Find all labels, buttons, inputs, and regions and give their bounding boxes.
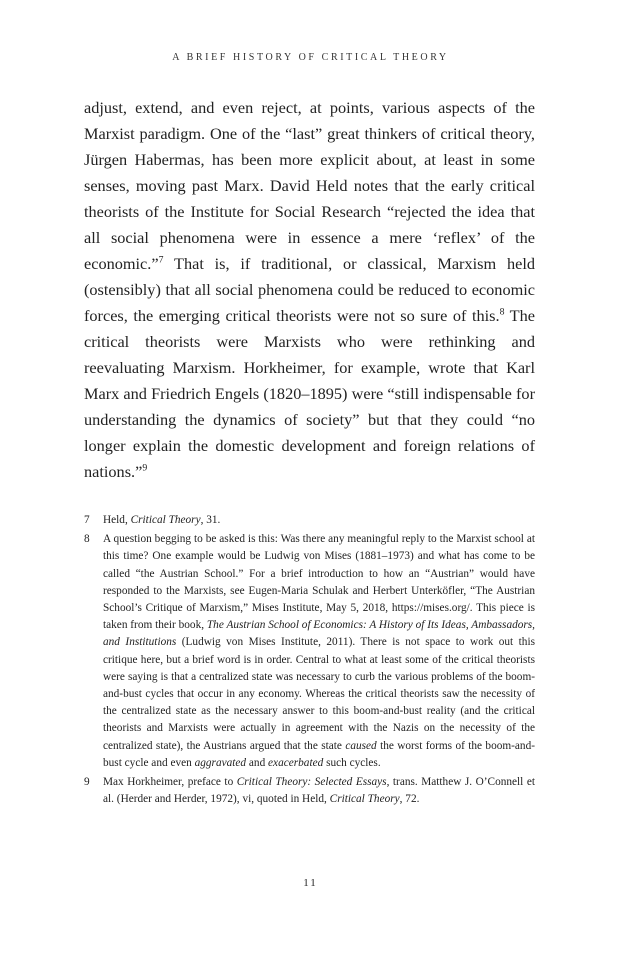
- footnote-emphasis: caused: [345, 739, 377, 752]
- footnote-title: The Austrian School of Economics: A History of Its Ideas, Ambassadors, and Institutions: [103, 619, 536, 649]
- footnote-text: such cycles.: [323, 756, 381, 769]
- footnote-text: A question begging to be asked is this: Was there any meaningful reply to the Marxist school at this time? One example would be Ludwig von Mises (1881–1973) and what has come to be called “the Austrian School.” For a brief introduction to how an “Austrian” would have responded to the Marxists, see Eugen-Maria Schulak and Herbert Unterköfler, “The Austrian School’s Critique of Marxism,” Mises Institute, May 5, 2018, https://mises.org/. This piece is taken from their book,: [103, 533, 535, 632]
- footnote-number: 8: [84, 533, 90, 546]
- footnote-ref-7[interactable]: 7: [158, 254, 164, 266]
- body-text-segment: The critical theorists were Marxists who were rethinking and reevaluating Marxism. Horkheimer, for example, wrote that Karl Marx and Friedrich Engels (1820–1895) were “still indispensable for understanding the dynamics of society” but that they could “no longer explain the domestic development and foreign relations of nations.”: [84, 306, 535, 481]
- footnote-7: [84, 512, 535, 529]
- body-text-segment: adjust, extend, and even reject, at points, various aspects of the Marxist paradigm. One of the “last” great thinkers of critical theory, Jürgen Habermas, has been more explicit about, at least in some senses, moving past Marx. David Held notes that the early critical theorists of the Institute for Social Research “rejected the idea that all social phenomena were in essence a mere ‘reflex’ of the economic.”: [84, 98, 535, 273]
- footnote-8: [84, 531, 535, 772]
- footnote-number: 7: [84, 514, 90, 526]
- footnote-title: Critical Theory: [130, 514, 201, 526]
- footnote-title: Critical Theory: [329, 793, 400, 806]
- footnote-number: 9: [84, 776, 90, 789]
- footnote-9: [84, 774, 535, 808]
- page-number: 11: [303, 877, 318, 889]
- body-text-segment: That is, if traditional, or classical, Marxism held (ostensibly) that all social phenomena could be reduced to economic forces, the emerging critical theorists were not so sure of this.: [84, 254, 535, 325]
- footnote-text: , 72.: [399, 793, 420, 806]
- running-head: A BRIEF HISTORY OF CRITICAL THEORY: [172, 52, 449, 63]
- footnote-text: , trans. Matthew J. O’Connell et al. (Herder and Herder, 1972), vi, quoted in Held,: [103, 776, 535, 806]
- footnote-text: and: [246, 756, 269, 769]
- body-paragraph: [84, 95, 535, 485]
- footnotes: [84, 512, 535, 810]
- footnote-text: (Ludwig von Mises Institute, 2011). There is not space to work out this critique here, but a brief word is in order. Central to what at least some of the critical theorists were saying is that a centralized state was necessary to curb the various problems of the boom-and-bust cycles that occur in any economy. Whereas the critical theorists saw the necessity of the centralized state as the necessary answer to this boom-and-bust reality (and the critical theorists and Marxists were actually in agreement with the Nazis on the necessity of the centralized state), the Austrians argued that the state: [103, 636, 535, 752]
- footnote-emphasis: aggravated: [194, 756, 247, 769]
- footnote-text: , 31.: [200, 514, 221, 526]
- footnote-ref-8[interactable]: 8: [499, 306, 505, 318]
- footnote-text: Held,: [103, 514, 131, 526]
- footnote-text: the worst forms of the boom-and-bust cycle and even: [103, 739, 535, 769]
- footnote-emphasis: exacerbated: [268, 756, 324, 769]
- footnote-ref-9[interactable]: 9: [142, 462, 148, 474]
- footnote-title: Critical Theory: Selected Essays: [236, 776, 387, 789]
- footnote-text: Max Horkheimer, preface to: [103, 776, 237, 789]
